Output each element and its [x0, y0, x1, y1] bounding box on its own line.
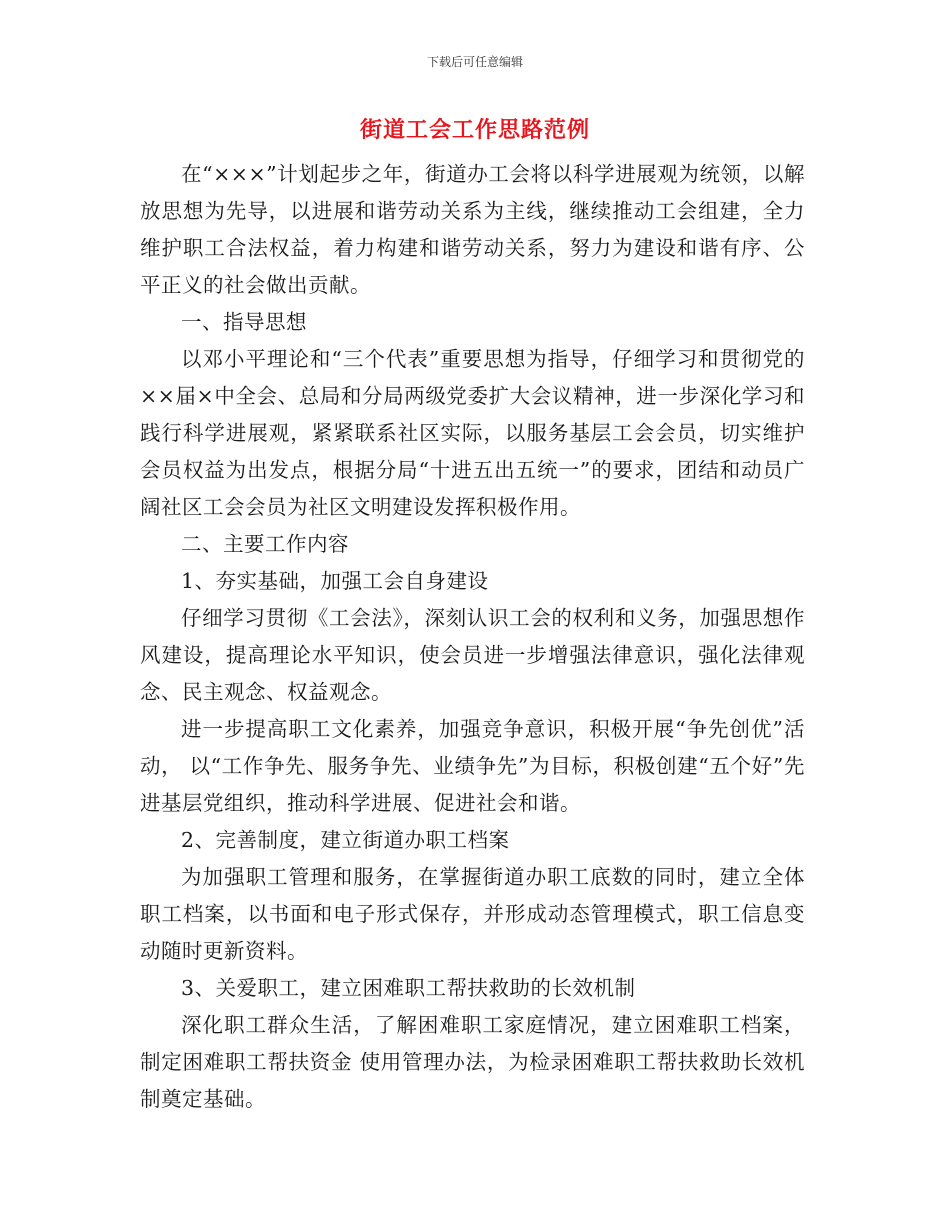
subheading-care-employees: 3、关爱职工，建立困难职工帮扶救助的长效机制 — [181, 976, 636, 1000]
guiding-thought-paragraph: 以邓小平理论和“三个代表”重要思想为指导，仔细学习和贯彻党的××届×中全会、总局和分局两级党委扩大会议精神，进一步深化学习和践行科学进展观，紧紧联系社区实际，以服务基层工会会员，切实维护会员权益为出发点，根据分局“十进五出五统一”的要求，团结和动员广阔社区工会会员为社区文明建设发挥积极作用。 — [140, 347, 805, 519]
paragraph-study-union-law: 仔细学习贯彻《工会法》，深刻认识工会的权利和义务，加强思想作风建设，提高理论水平知识，使会员进一步增强法律意识，强化法律观念、民主观念、权益观念。 — [140, 606, 805, 704]
document-body — [140, 156, 805, 1118]
paragraph-improve-quality: 进一步提高职工文化素养，加强竞争意识，积极开展“争先创优”活动， 以“工作争先、服务争先、业绩争先”为目标，积极创建“五个好”先进基层党组织，推动科学进展、促进社会和谐。 — [140, 717, 805, 815]
paragraph-employee-records: 为加强职工管理和服务，在掌握街道办职工底数的同时，建立全体职工档案，以书面和电子形式保存，并形成动态管理模式，职工信息变动随时更新资料。 — [140, 865, 805, 963]
subheading-improve-system: 2、完善制度，建立街道办职工档案 — [181, 828, 510, 852]
section-heading-main-work: 二、主要工作内容 — [181, 532, 349, 556]
document-title: 街道工会工作思路范例 — [359, 117, 590, 143]
intro-paragraph: 在“×××”计划起步之年，街道办工会将以科学进展观为统领，以解放思想为先导，以进展和谐劳动关系为主线，继续推动工会组建，全力维护职工合法权益，着力构建和谐劳动关系，努力为建设和谐有序、公平正义的社会做出贡献。 — [140, 162, 805, 297]
paragraph-assistance-mechanism: 深化职工群众生活，了解困难职工家庭情况，建立困难职工档案，制定困难职工帮扶资金 使用管理办法，为检录困难职工帮扶救助长效机制奠定基础。 — [140, 1013, 805, 1111]
header-note: 下载后可任意编辑 — [426, 55, 523, 69]
subheading-strengthen-foundation: 1、夯实基础，加强工会自身建设 — [181, 569, 489, 593]
section-heading-guiding-thought: 一、指导思想 — [181, 310, 307, 334]
